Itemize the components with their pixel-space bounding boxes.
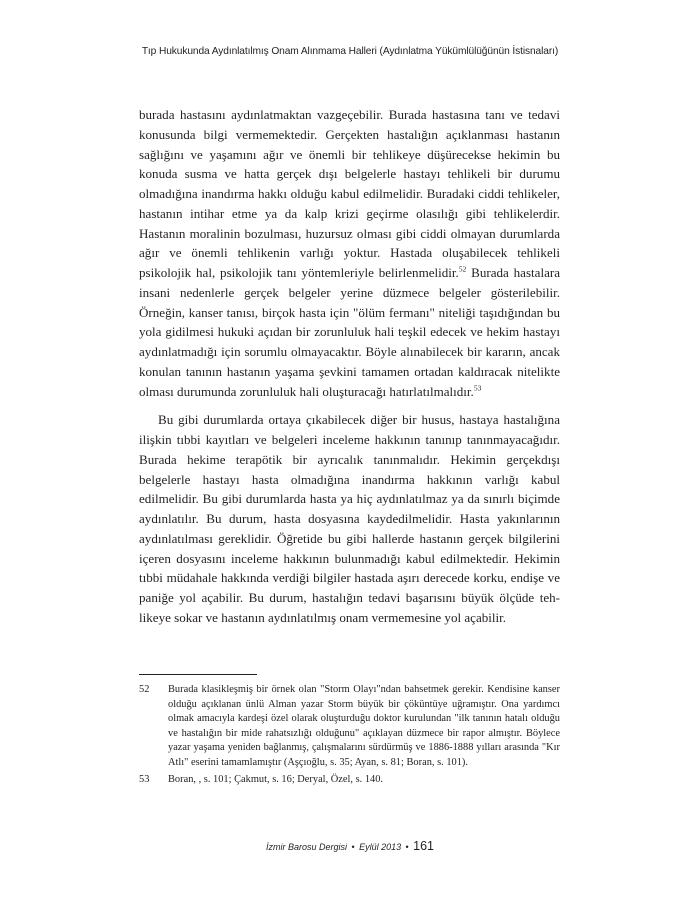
footnote-52 <box>139 683 560 771</box>
paragraph-2: Bu gibi durumlarda ortaya çıkabilecek diğer bir husus, hastaya hastalığına ilişkin tıbbi kayıtları ve belgeleri inceleme hakkının tanınıp tanınmayacağıdır. Burada hekime terapötik bir ayrıcalık tanınmalıdır. Hekimin gerçekdışı belgelerle hastayı hasta olmadığına inandırma hakkının varlığı kabul edilmelidir. Bu gibi durumlarda hasta ya hiç aydınlatılmaz ya da sınırlı biçimde aydınlatılır. Bu durum, hasta dosyasına kaydedilmelidir. Hasta yakınlarının aydınlatılması gereklidir. Öğretide bu gibi hallerde hastanın gerçek bilgilerini içeren dosyasını inceleme hakkının bulunmadığı kabul edilmektedir. Hekimin tıbbi müdahale hakkında verdiği bilgiler hastada aşırı derecede korku, endişe ve paniğe yol açabilir. Bu durum, hastalığın tedavi başarısını büyük ölçüde tehlikeye sokar ve hastanın aydınlatılmış onam vermemesine yol açabilir. <box>139 412 560 625</box>
paragraph-1-text-b: Burada hastalara insani nedenlerle gerçek belgeler yerine düzmece belgeler gösterilebilir. Örneğin, kanser tanısı, birçok hasta için "ölüm fermanı" niteliği taşıdığından bu yola gidilmesi hukuki açıdan bir zorunluluk hali teşkil edecek ve hekim hastayı aydınlatmadığı için sorumlu olmayacaktır. Böyle alınabilecek bir kararın, ancak konulan tanının hastanın yaşama şevkini tamamen ortadan kaldıracak nitelikte olması durumunda zorunluluk hali oluşturacağı hatırlatılmalıdır. <box>139 265 560 399</box>
running-header: Tıp Hukukunda Aydınlatılmış Onam Alınmama Halleri (Aydınlatma Yükümlülüğünün İstisnaları) <box>141 46 559 57</box>
footnotes <box>139 683 560 787</box>
body-text <box>139 105 560 628</box>
paragraph-1-text-a: burada hastasını aydınlatmaktan vazgeçebilir. Burada hastasına tanı ve tedavi konusunda bilgi vermemektedir. Gerçekten hastalığın açıklanması hastanın sağlığını ve yaşamını ağır ve önemli bir tehlikeye düşürecekse hekimin bu konuda susma ve hatta gerçek dışı belgelerle hastayı tehlikeli bir durumu olmadığına inandırma hakkı olduğu kabul edilmelidir. Buradaki ciddi tehlikeler, hastanın intihar etme ya da kalp krizi geçirme olasılığı gibi tehlikelerdir. Hastanın moralinin bozulması, huzursuz olması gibi ciddi olmayan durumlarda ağır ve önemli tehlikenin varlığı yoktur. Hastada oluşabilecek tehlikeli psikolojik hal, psikolojik tanı yöntemleriyle belirlenmelidir. <box>139 107 560 280</box>
footnote-number: 53 <box>139 773 150 785</box>
footnote-53 <box>139 773 560 788</box>
footer-separator: • <box>405 842 409 852</box>
footnote-divider <box>139 674 257 675</box>
footnote-text: Boran, , s. 101; Çakmut, s. 16; Deryal, Özel, s. 140. <box>168 773 384 785</box>
paragraph-1 <box>139 105 560 401</box>
footnote-ref-53[interactable]: 53 <box>473 383 482 393</box>
footnote-number: 52 <box>139 684 150 695</box>
footer-date: Eylül 2013 <box>359 842 402 852</box>
page-number: 161 <box>413 839 435 853</box>
page-footer <box>0 837 700 855</box>
footnote-ref-52[interactable]: 52 <box>458 264 467 274</box>
footer-separator: • <box>351 842 355 852</box>
footer-journal-name: İzmir Barosu Dergisi <box>265 842 347 852</box>
footnote-text: Burada klasikleşmiş bir örnek olan "Storm Olayı"ndan bahsetmek gerekir. Kendisine kanser olduğu açıklanan ünlü Alman yazar Storm büyük bir çöküntüye uğramıştır. Ona yardımcı olmak amacıyla kardeşi özel olarak oluşturduğu doktor kurulundan "ilk tanının hatalı olduğu ve hastalığın bir mide rahatsızlığı olduğunu" açıklayan düzmece bir rapor almıştır. Böylece yazar yaşama yeniden bağlanmış, çalışmalarını sürdürmüş ve 1886-1888 yılları arasında "Kır Atlı" eserini tamamlamıştır (Aşçıoğlu, s. 35; Ayan, s. 81; Boran, s. 101). <box>168 684 560 768</box>
